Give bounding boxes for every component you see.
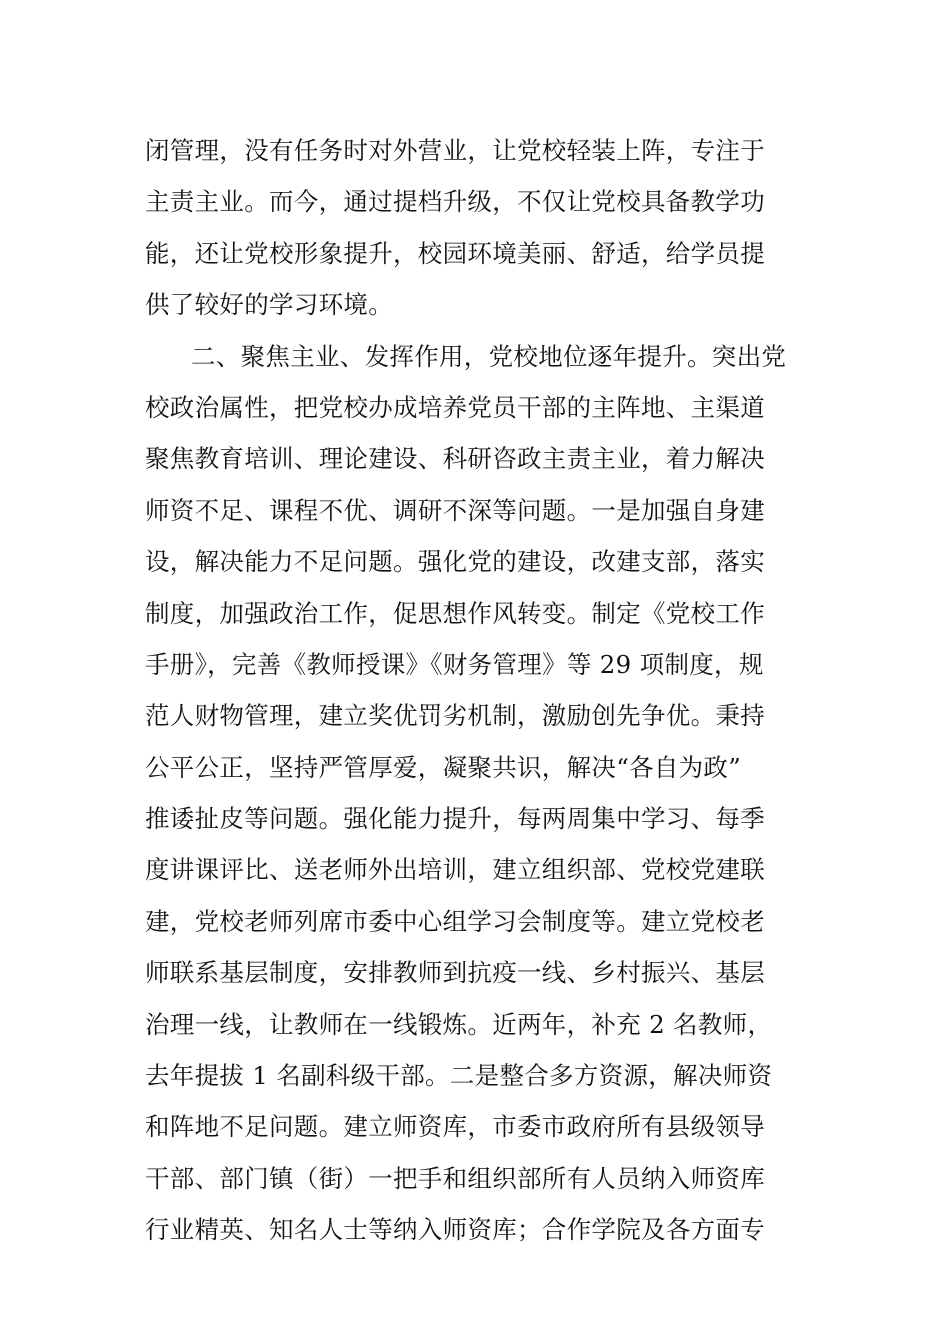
- text-line: 和阵地不足问题。建立师资库，市委市政府所有县级领导: [145, 1112, 765, 1142]
- text-line: 度讲课评比、送老师外出培训，建立组织部、党校党建联: [145, 855, 765, 885]
- section-heading-line: 二、聚焦主业、发挥作用，党校地位逐年提升。突出党: [191, 341, 787, 371]
- text-line: 行业精英、知名人士等纳入师资库；合作学院及各方面专: [145, 1215, 765, 1245]
- text-line: 主责主业。而今，通过提档升级，不仅让党校具备教学功: [145, 187, 765, 217]
- text-line: 师资不足、课程不优、调研不深等问题。一是加强自身建: [145, 495, 765, 525]
- text-line: 师联系基层制度，安排教师到抗疫一线、乡村振兴、基层: [145, 958, 765, 988]
- text-line: 校政治属性，把党校办成培养党员干部的主阵地、主渠道: [145, 392, 765, 422]
- text-line: 聚焦教育培训、理论建设、科研咨政主责主业，着力解决: [145, 444, 765, 474]
- text-line: 闭管理，没有任务时对外营业，让党校轻装上阵，专注于: [145, 136, 765, 165]
- text-line: 能，还让党校形象提升，校园环境美丽、舒适，给学员提: [145, 238, 765, 268]
- text-line: 供了较好的学习环境。: [145, 290, 393, 320]
- body-text: [145, 125, 815, 1256]
- text-line: 手册》，完善《教师授课》《财务管理》等 29 项制度，规: [145, 649, 764, 679]
- text-line: 去年提拔 1 名副科级干部。二是整合多方资源，解决师资: [145, 1061, 773, 1091]
- text-line: 范人财物管理，建立奖优罚劣机制，激励创先争优。秉持: [145, 701, 765, 731]
- text-line: 制度，加强政治工作，促思想作风转变。制定《党校工作: [145, 598, 765, 628]
- text-line: 建，党校老师列席市委中心组学习会制度等。建立党校老: [145, 906, 765, 936]
- text-line: 推诿扯皮等问题。强化能力提升，每两周集中学习、每季: [145, 804, 765, 834]
- text-line: 公平公正，坚持严管厚爱，凝聚共识，解决“各自为政”: [145, 752, 742, 782]
- text-line: 干部、部门镇（街）一把手和组织部所有人员纳入师资库: [145, 1163, 765, 1193]
- text-line: 治理一线，让教师在一线锻炼。近两年，补充 2 名教师，: [145, 1009, 773, 1039]
- text-line: 设，解决能力不足问题。强化党的建设，改建支部，落实: [145, 547, 765, 577]
